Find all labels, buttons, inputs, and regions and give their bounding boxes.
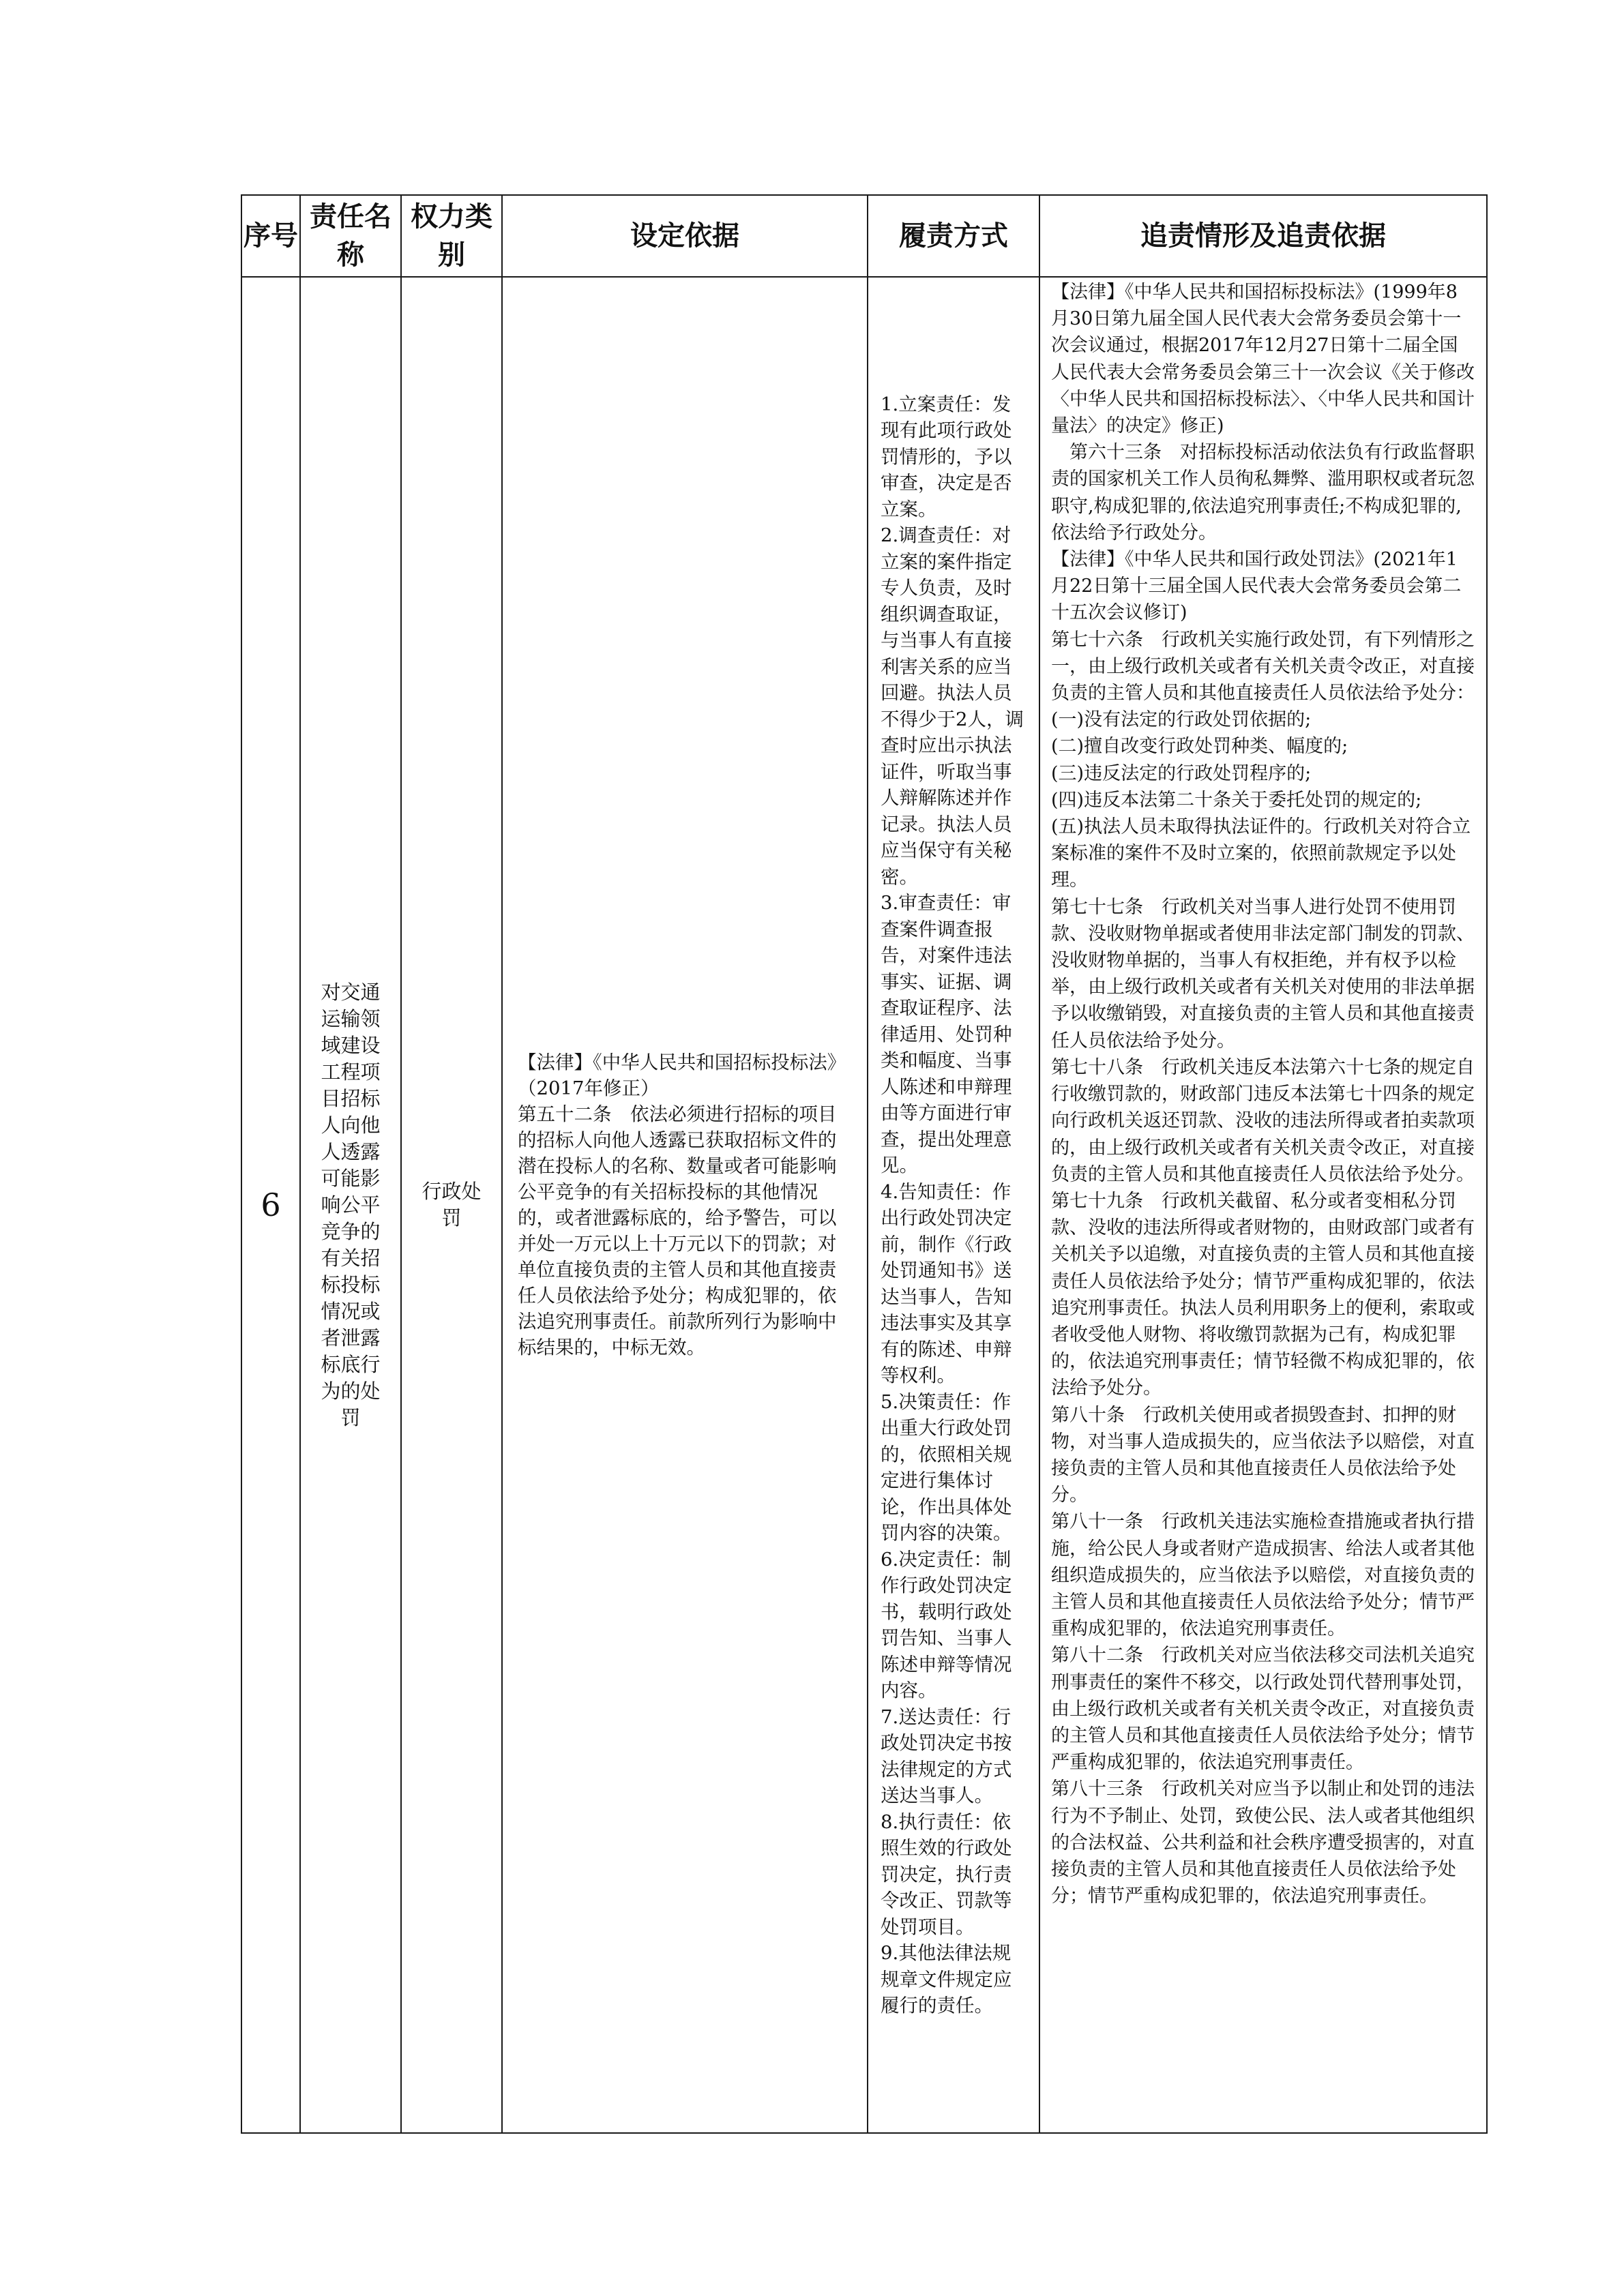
table-row: [241, 277, 1487, 2133]
cell-duty-text: 1.立案责任：发现有此项行政处罚情形的，予以审查，决定是否立案。 2.调查责任：对立案的案件指定专人负责，及时组织调查取证，与当事人有直接利害关系的应当回避。执法人员不得少于2人，调查时应出示执法证件，听取当事人辩解陈述并作记录。执法人员应当保守有关秘密。 3.审查责任：审查案件调查报告，对案件违法事实、证据、调查取证程序、法律适用、处罚种类和幅度、当事人陈述和申辩理由等方面进行审查，提出处理意见。 4.告知责任：作出行政处罚决定前，制作《行政处罚通知书》送达当事人，告知违法事实及其享有的陈述、申辩等权利。 5.决策责任：作出重大行政处罚的，依照相关规定进行集体讨论，作出具体处罚内容的决策。 6.决定责任：制作行政处罚决定书，载明行政处罚告知、当事人陈述申辩等情况内容。 7.送达责任：行政处罚决定书按法律规定的方式送达当事人。 8.执行责任：依照生效的行政处罚决定，执行责令改正、罚款等处罚项目。 9.其他法律法规规章文件规定应履行的责任。: [881, 393, 1024, 2016]
header-duty: 履责方式: [868, 195, 1039, 277]
cell-type: [401, 277, 502, 2133]
cell-basis-text: 【法律】《中华人民共和国招标投标法》（2017年修正） 第五十二条 依法必须进行招标的项目的招标人向他人透露已获取招标文件的潜在投标人的名称、数量或者可能影响公平竞争的有关招标投标的其他情况的，或者泄露标底的，给予警告，可以并处一万元以上十万元以下的罚款；对单位直接负责的主管人员和其他直接责任人员依法给予处分；构成犯罪的，依法追究刑事责任。前款所列行为影响中标结果的，中标无效。: [518, 1052, 846, 1358]
cell-type-text: 行政处罚: [422, 1180, 482, 1229]
header-basis: 设定依据: [502, 195, 868, 277]
cell-accountability: [1039, 277, 1487, 2133]
cell-basis: [502, 277, 868, 2133]
cell-name: [300, 277, 401, 2133]
header-type: 权力类别: [401, 195, 502, 277]
header-seq: 序号: [241, 195, 300, 277]
cell-duty: [868, 277, 1039, 2133]
responsibility-table: [241, 194, 1488, 2134]
cell-name-text: 对交通运输领域建设工程项目招标人向他人透露可能影响公平竞争的有关招标投标情况或者泄露标底行为的处罚: [321, 980, 381, 1429]
table-header-row: [241, 195, 1487, 277]
header-accountability: 追责情形及追责依据: [1039, 195, 1487, 277]
cell-accountability-text: 【法律】《中华人民共和国招标投标法》(1999年8月30日第九届全国人民代表大会常务委员会第十一次会议通过，根据2017年12月27日第十二届全国人民代表大会常务委员会第三十一次会议《关于修改〈中华人民共和国招标投标法〉、〈中华人民共和国计量法〉的决定》修正) 第六十三条 对招标投标活动依法负有行政监督职责的国家机关工作人员徇私舞弊、滥用职权或者玩忽职守,构成犯罪的,依法追究刑事责任;不构成犯罪的,依法给予行政处分。 【法律】《中华人民共和国行政处罚法》(2021年1月22日第十三届全国人民代表大会常务委员会第二十五次会议修订) 第七十六条 行政机关实施行政处罚，有下列情形之一，由上级行政机关或者有关机关责令改正，对直接负责的主管人员和其他直接责任人员依法给予处分： (一)没有法定的行政处罚依据的; (二)擅自改变行政处罚种类、幅度的; (三)违反法定的行政处罚程序的; (四)违反本法第二十条关于委托处罚的规定的; (五)执法人员未取得执法证件的。行政机关对符合立案标准的案件不及时立案的，依照前款规定予以处理。 第七十七条 行政机关对当事人进行处罚不使用罚款、没收财物单据或者使用非法定部门制发的罚款、没收财物单据的，当事人有权拒绝，并有权予以检举，由上级行政机关或者有关机关对使用的非法单据予以收缴销毁，对直接负责的主管人员和其他直接责任人员依法给予处分。 第七十八条 行政机关违反本法第六十七条的规定自行收缴罚款的，财政部门违反本法第七十四条的规定向行政机关返还罚款、没收的违法所得或者拍卖款项的，由上级行政机关或者有关机关责令改正，对直接负责的主管人员和其他直接责任人员依法给予处分。 第七十九条 行政机关截留、私分或者变相私分罚款、没收的违法所得或者财物的，由财政部门或者有关机关予以追缴，对直接负责的主管人员和其他直接责任人员依法给予处分；情节严重构成犯罪的，依法追究刑事责任。执法人员利用职务上的便利，索取或者收受他人财物、将收缴罚款据为己有，构成犯罪的，依法追究刑事责任；情节轻微不构成犯罪的，依法给予处分。 第八十条 行政机关使用或者损毁查封、扣押的财物，对当事人造成损失的，应当依法予以赔偿，对直接负责的主管人员和其他直接责任人员依法给予处分。 第八十一条 行政机关违法实施检查措施或者执行措施，给公民人身或者财产造成损害、给法人或者其他组织造成损失的，应当依法予以赔偿，对直接负责的主管人员和其他直接责任人员依法给予处分；情节严重构成犯罪的，依法追究刑事责任。 第八十二条 行政机关对应当依法移交司法机关追究刑事责任的案件不移交，以行政处罚代替刑事处罚，由上级行政机关或者有关机关责令改正，对直接负责的主管人员和其他直接责任人员依法给予处分；情节严重构成犯罪的，依法追究刑事责任。 第八十三条 行政机关对应当予以制止和处罚的违法行为不予制止、处罚，致使公民、法人或者其他组织的合法权益、公共利益和社会秩序遭受损害的，对直接负责的主管人员和其他直接责任人员依法给予处分；情节严重构成犯罪的，依法追究刑事责任。: [1051, 282, 1475, 1907]
cell-seq: 6: [241, 277, 300, 2133]
header-name: 责任名称: [300, 195, 401, 277]
